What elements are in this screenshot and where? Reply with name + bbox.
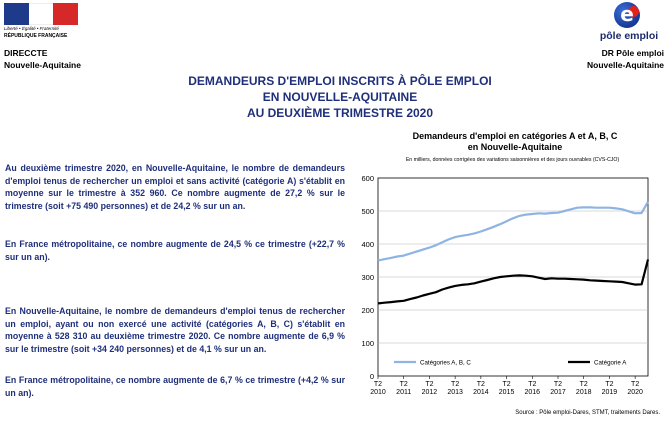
paragraph-category-abc-region: En Nouvelle-Aquitaine, le nombre de demandeurs d'emploi tenus de rechercher un emploi, ayant ou non exercé une activité (catégories A, B, C) s'établit en moyenne à 528 310 au deuxième trimestre 2020. Ce nombre augmente de 6,9 % sur le trimestre (soit +34 240 personnes) et de 4,1 % sur un an. xyxy=(5,306,345,354)
x-tick-label-quarter: T2 xyxy=(528,381,537,388)
right-org-line1: DR Pôle emploi xyxy=(601,48,664,58)
y-tick-label: 600 xyxy=(361,174,374,183)
x-tick-label-year: 2013 xyxy=(447,389,463,396)
x-tick-label-quarter: T2 xyxy=(451,381,460,388)
french-flag-icon xyxy=(4,3,78,25)
title-line3: AU DEUXIÈME TRIMESTRE 2020 xyxy=(246,106,434,120)
y-tick-label: 500 xyxy=(361,207,374,216)
title-line2: EN NOUVELLE-AQUITAINE xyxy=(262,90,418,104)
y-tick-label: 400 xyxy=(361,240,374,249)
legend-abc-label: Catégories A, B, C xyxy=(420,359,471,367)
pole-emploi-logo: e pôle emploi xyxy=(599,2,659,42)
x-tick-label-year: 2014 xyxy=(473,389,489,396)
series-line-abc xyxy=(378,202,648,261)
x-tick-label-year: 2015 xyxy=(498,389,515,396)
republic-motto: Liberté • Égalité • Fraternité xyxy=(4,26,59,31)
republique-francaise-logo xyxy=(4,3,78,41)
x-tick-label-year: 2016 xyxy=(524,389,541,396)
y-tick-label: 0 xyxy=(369,372,374,381)
paragraph-category-a-region: Au deuxième trimestre 2020, en Nouvelle-Aquitaine, le nombre de demandeurs d'emploi tenus de rechercher un emploi et sans activité (catégorie A) s'établit en moyenne sur le trimestre à 352 960. Ce nombre augmente de 27,2 % sur le trimestre (soit +75 490 personnes) et de 24,2 % sur un an. xyxy=(5,163,345,211)
y-tick-label: 100 xyxy=(361,339,374,348)
x-tick-label-year: 2010 xyxy=(370,389,386,396)
x-tick-label-quarter: T2 xyxy=(476,381,485,388)
y-tick-label: 200 xyxy=(361,306,374,315)
chart-source: Source : Pôle emploi-Dares, STMT, traitements Dares. xyxy=(515,410,660,416)
series-line-a xyxy=(378,260,648,304)
x-tick-label-quarter: T2 xyxy=(425,381,434,388)
paragraph-category-a-france: En France métropolitaine, ce nombre augmente de 24,5 % ce trimestre (+22,7 % sur un an). xyxy=(5,239,345,262)
legend-a-label: Catégorie A xyxy=(594,359,627,367)
x-tick-label-quarter: T2 xyxy=(373,381,383,388)
x-tick-label-quarter: T2 xyxy=(502,381,511,388)
y-tick-label: 300 xyxy=(361,273,374,282)
x-tick-label-year: 2020 xyxy=(627,389,643,396)
paragraph-category-abc-france: En France métropolitaine, ce nombre augmente de 6,7 % ce trimestre (+4,2 % sur un an). xyxy=(5,375,345,398)
left-org-line1: DIRECCTE xyxy=(4,48,48,58)
x-tick-label-year: 2011 xyxy=(396,389,412,396)
chart-title xyxy=(365,131,665,153)
x-tick-label-year: 2018 xyxy=(575,389,592,396)
x-tick-label-quarter: T2 xyxy=(631,381,640,388)
page-title xyxy=(110,73,570,121)
chart-title-line2: en Nouvelle-Aquitaine xyxy=(467,142,563,152)
x-tick-label-quarter: T2 xyxy=(579,381,588,388)
right-organization xyxy=(587,47,664,71)
title-line1: DEMANDEURS D'EMPLOI INSCRITS À PÔLE EMPLOI xyxy=(188,74,492,88)
x-tick-label-quarter: T2 xyxy=(553,381,563,388)
chart-title-line1: Demandeurs d'emploi en catégories A et A, B, C xyxy=(412,131,618,141)
x-tick-label-year: 2017 xyxy=(550,389,566,396)
republic-name: RÉPUBLIQUE FRANÇAISE xyxy=(4,33,68,39)
left-organization xyxy=(4,47,81,71)
line-chart xyxy=(345,166,665,406)
x-tick-label-quarter: T2 xyxy=(399,381,408,388)
x-tick-label-quarter: T2 xyxy=(605,381,614,388)
pole-emploi-wordmark: pôle emploi xyxy=(599,30,659,42)
left-org-line2: Nouvelle-Aquitaine xyxy=(4,60,81,70)
right-org-line2: Nouvelle-Aquitaine xyxy=(587,60,664,70)
x-tick-label-year: 2019 xyxy=(601,389,618,396)
chart-subtitle: En milliers, données corrigées des variations saisonnières et des jours ouvrables (CVS-CJO) xyxy=(405,157,620,163)
x-tick-label-year: 2012 xyxy=(421,389,438,396)
